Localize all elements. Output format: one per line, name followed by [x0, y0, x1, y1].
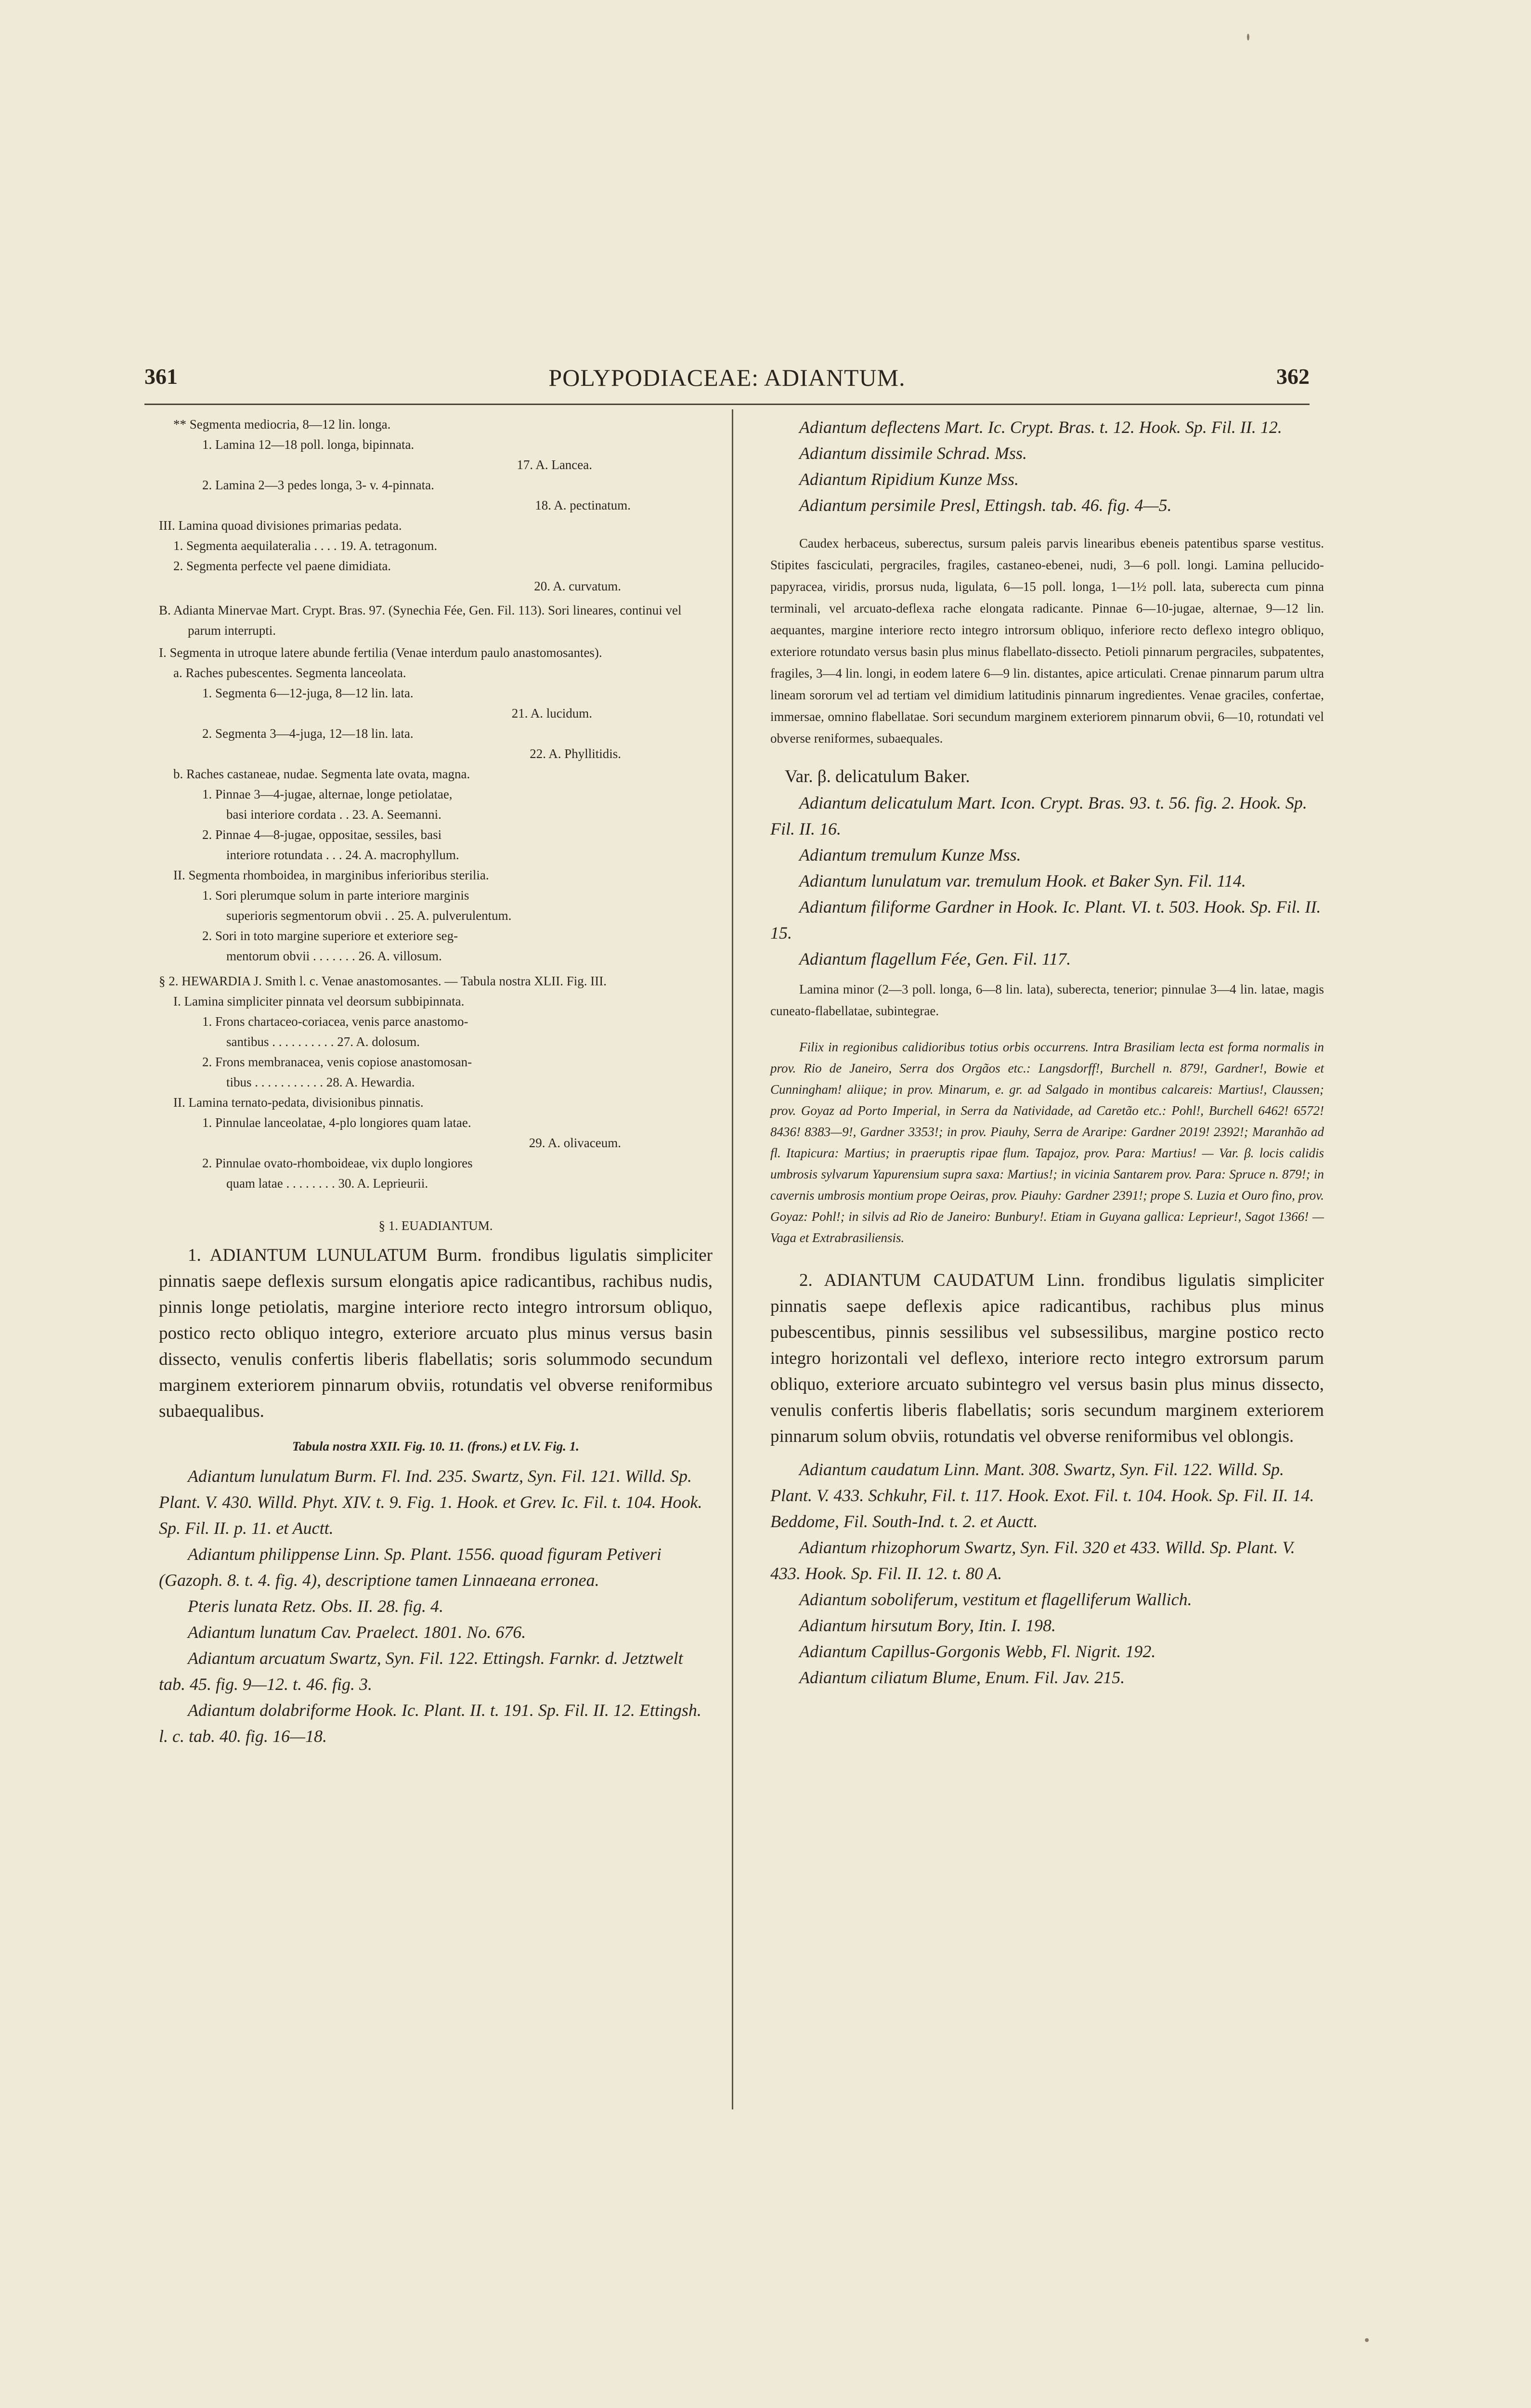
key-line: 1. Sori plerumque solum in parte interiore marginis [202, 888, 469, 903]
key-line: b. Raches castaneae, nudae. Segmenta late ovata, magna. [173, 767, 470, 781]
key-line: 1. Pinnulae lanceolatae, 4-plo longiores quam latae. [202, 1115, 471, 1130]
key-line: santibus . . . . . . . . . . 27. A. dolosum. [226, 1034, 420, 1049]
key-line: mentorum obvii . . . . . . . 26. A. villosum. [226, 949, 442, 963]
key-line: 1. Pinnae 3—4-jugae, alternae, longe petiolatae, [202, 787, 453, 801]
key-line: 1. Frons chartaceo-coriacea, venis parce anastomo- [202, 1014, 468, 1029]
paper-speck [1247, 34, 1249, 40]
key-taxon: 22. A. Phyllitidis. [530, 746, 621, 761]
page-number-right: 362 [1276, 364, 1310, 389]
synonym: Adiantum deflectens Mart. Ic. Crypt. Bras. t. 12. Hook. Sp. Fil. II. 12. [799, 418, 1282, 437]
key-taxon: 21. A. lucidum. [511, 706, 592, 720]
synonym: Adiantum ciliatum Blume, Enum. Fil. Jav. 215. [799, 1668, 1125, 1687]
synonym: Adiantum filiforme Gardner in Hook. Ic. Plant. VI. t. 503. Hook. Sp. Fil. II. 15. [770, 897, 1321, 942]
variety-title: Var. β. delicatulum Baker. [785, 767, 970, 786]
key-line: 2. Pinnae 4—8-jugae, oppositae, sessiles, basi [202, 827, 442, 842]
page-number-left: 361 [144, 364, 178, 389]
key-taxon: 18. A. pectinatum. [535, 498, 631, 512]
key-line: II. Lamina ternato-pedata, divisionibus pinnatis. [173, 1095, 424, 1110]
synonym: Adiantum flagellum Fée, Gen. Fil. 117. [799, 949, 1071, 968]
species-description: 1. ADIANTUM LUNULATUM Burm. frondibus ligulatis simpliciter pinnatis saepe deflexis sursum elongatis apice radicantibus, rachibus nudis, pinnis longe petiolatis, margine interiore recto integro introrsum obliquo, postico recto obliquo integro, exteriore arcuato plus minus versus basin dissecto, venulis confertis liberis flabellatis; soris solummodo secundum marginem exteriorem pinnarum obviis, rotundatis vel obverse reniformibus subaequalibus. [159, 1245, 713, 1421]
synonym: Adiantum dissimile Schrad. Mss. [799, 444, 1027, 463]
key-group: B. Adianta Minervae Mart. Crypt. Bras. 97. (Synechia Fée, Gen. Fil. 113). Sori lineares, continui vel parum interrupti. [159, 603, 682, 638]
key-line: superioris segmentorum obvii . . 25. A. pulverulentum. [226, 908, 512, 923]
key-line: 2. Segmenta 3—4-juga, 12—18 lin. lata. [202, 726, 414, 741]
key-taxon: 20. A. curvatum. [534, 579, 621, 593]
running-header [144, 364, 1310, 397]
synonym: Adiantum soboliferum, vestitum et flagelliferum Wallich. [799, 1590, 1192, 1609]
synonym: Adiantum lunatum Cav. Praelect. 1801. No. 676. [188, 1623, 526, 1642]
synonym: Adiantum dolabriforme Hook. Ic. Plant. II. t. 191. Sp. Fil. II. 12. Ettingsh. l. c. tab. 40. fig. 16—18. [159, 1701, 701, 1746]
key-line: ** Segmenta mediocria, 8—12 lin. longa. [173, 417, 391, 432]
plate-reference: Tabula nostra XXII. Fig. 10. 11. (frons.) et LV. Fig. 1. [292, 1439, 580, 1453]
key-line: III. Lamina quoad divisiones primarias pedata. [159, 518, 402, 533]
morphological-description: Caudex herbaceus, suberectus, sursum paleis parvis linearibus ebeneis patentibus sparse vestitus. Stipites fasciculati, pergraciles, fragiles, castaneo-ebenei, nudi, 3—6 poll. longi. Lamina pellucido-papyracea, viridis, prorsus nuda, ligulata, 6—15 poll. longa, 1—1½ poll. lata, suberecta cum pinna terminali, vel arcuato-deflexa rache elongata radicante. Pinnae 6—10-jugae, alternae, 9—12 lin. aequantes, margine interiore recto integro introrsum obliquo, inferiore recto deflexo integro obliquo, exteriore rotundato versus basin plus minus flabellato-dissecto. Petioli pinnarum pergraciles, subpatentes, fragiles, 3—4 lin. longi, in eodem latere 6—9 lin. distantes, apice articulati. Crenae pinnarum parum ultra lineam sororum vel ad tertiam vel dimidium latitudinis pinnarum ingredientes. Venae graciles, confertae, immersae, omnino flabellatae. Sori secundum marginem exteriorem pinnarum obvii, 6—10, rotundati vel obverse reniformes, subaequales. [770, 536, 1324, 746]
synonym: Adiantum Capillus-Gorgonis Webb, Fl. Nigrit. 192. [799, 1642, 1156, 1661]
column-divider [732, 409, 733, 2109]
running-title: POLYPODIACEAE: ADIANTUM. [548, 364, 906, 391]
variety-description: Lamina minor (2—3 poll. longa, 6—8 lin. lata), suberecta, tenerior; pinnulae 3—4 lin. latae, magis cuneato-flabellatae, subintegrae. [770, 982, 1324, 1018]
key-line: 2. Pinnulae ovato-rhomboideae, vix duplo longiores [202, 1156, 473, 1170]
synonym: Adiantum Ripidium Kunze Mss. [799, 470, 1019, 489]
key-line: a. Raches pubescentes. Segmenta lanceolata. [173, 666, 406, 680]
key-taxon: 29. A. olivaceum. [529, 1136, 621, 1150]
synonym: Adiantum delicatulum Mart. Icon. Crypt. Bras. 93. t. 56. fig. 2. Hook. Sp. Fil. II. 16. [770, 793, 1307, 838]
key-line: 1. Segmenta 6—12-juga, 8—12 lin. lata. [202, 686, 414, 700]
key-line: 2. Lamina 2—3 pedes longa, 3- v. 4-pinnata. [202, 478, 434, 492]
synonym: Adiantum caudatum Linn. Mant. 308. Swartz, Syn. Fil. 122. Willd. Sp. Plant. V. 433. Schkuhr, Fil. t. 117. Hook. Exot. Fil. t. 104. Hook. Sp. Fil. II. 14. Beddome, Fil. South-Ind. t. 2. et Auctt. [770, 1460, 1314, 1531]
species-description: 2. ADIANTUM CAUDATUM Linn. frondibus ligulatis simpliciter pinnatis saepe deflexis apice radicantibus, rachibus plus minus pubescentibus, pinnis sessilibus vel subsessilibus, margine postico recto integro horizontali vel deflexo, interiore recto integro extrorsum parum obliquo, exteriore arcuato subintegro vel versus basin plus minus dissecto, venulis confertis liberis flabellatis; soris secundum marginem exteriorem pinnarum solum obviis, rotundatis vel obverse reniformibus vel oblongis. [770, 1270, 1324, 1446]
right-column [770, 414, 1324, 1690]
key-group: § 2. HEWARDIA J. Smith l. c. Venae anastomosantes. — Tabula nostra XLII. Fig. III. [159, 974, 607, 988]
synonym: Pteris lunata Retz. Obs. II. 28. fig. 4. [188, 1597, 443, 1616]
synonym: Adiantum lunulatum Burm. Fl. Ind. 235. Swartz, Syn. Fil. 121. Willd. Sp. Plant. V. 430. Willd. Phyt. XIV. t. 9. Fig. 1. Hook. et Grev. Ic. Fil. t. 104. Hook. Sp. Fil. II. p. 11. et Auctt. [159, 1466, 702, 1538]
synonym: Adiantum hirsutum Bory, Itin. I. 198. [799, 1616, 1056, 1635]
paper-speck [1365, 2338, 1369, 2342]
synonym: Adiantum tremulum Kunze Mss. [799, 845, 1021, 864]
key-line: 1. Lamina 12—18 poll. longa, bipinnata. [202, 437, 415, 452]
synonym: Adiantum philippense Linn. Sp. Plant. 1556. quoad figuram Petiveri (Gazoph. 8. t. 4. fig. 4), descriptione tamen Linnaeana erronea. [159, 1544, 662, 1590]
key-line: tibus . . . . . . . . . . . 28. A. Hewardia. [226, 1075, 415, 1089]
synonym: Adiantum lunulatum var. tremulum Hook. et Baker Syn. Fil. 114. [799, 871, 1246, 890]
left-column [159, 414, 713, 1749]
synonym: Adiantum rhizophorum Swartz, Syn. Fil. 320 et 433. Willd. Sp. Plant. V. 433. Hook. Sp. Fil. II. 12. t. 80 A. [770, 1538, 1295, 1583]
key-line: I. Segmenta in utroque latere abunde fertilia (Venae interdum paulo anastomosantes). [159, 645, 602, 660]
synonym: Adiantum arcuatum Swartz, Syn. Fil. 122. Ettingsh. Farnkr. d. Jetztwelt tab. 45. fig. 9—12. t. 46. fig. 3. [159, 1649, 683, 1694]
synonym: Adiantum persimile Presl, Ettingsh. tab. 46. fig. 4—5. [799, 496, 1172, 515]
section-heading: § 1. EUADIANTUM. [378, 1218, 493, 1233]
key-line: 2. Sori in toto margine superiore et exteriore seg- [202, 929, 458, 943]
key-line: II. Segmenta rhomboidea, in marginibus inferioribus sterilia. [173, 868, 489, 882]
key-taxon: 17. A. Lancea. [517, 458, 592, 472]
key-line: 2. Segmenta perfecte vel paene dimidiata. [173, 559, 391, 573]
key-line: 1. Segmenta aequilateralia . . . . 19. A. tetragonum. [173, 538, 438, 553]
key-line: interiore rotundata . . . 24. A. macrophyllum. [226, 848, 459, 862]
header-rule [144, 404, 1310, 405]
key-line: basi interiore cordata . . 23. A. Seemanni. [226, 807, 441, 822]
key-line: 2. Frons membranacea, venis copiose anastomosan- [202, 1055, 472, 1069]
locality-paragraph: Filix in regionibus calidioribus totius orbis occurrens. Intra Brasiliam lecta est forma normalis in prov. Rio de Janeiro, Serra dos Orgãos etc.: Langsdorff!, Burchell n. 879!, Gardner!, Bowie et Cunningham! aliique; in prov. Minarum, e. gr. ad Salgado in montibus calcareis: Martius!, Claussen; prov. Goyaz ad Porto Imperial, in Serra da Natividade, ad Caretão etc.: Pohl!, Burchell 6462! 6572! 8436! 8383—9!, Gardner 3353!; in prov. Piauhy, Serra de Araripe: Gardner 2019! 2392!; Maranhão ad fl. Itapicura: Martius; in praeruptis ripae flum. Tapajoz, prov. Para: Martius! — Var. β. locis calidis umbrosis sylvarum Yapurensium supra saxa: Martius!; in vicinia Santarem prov. Para: Spruce n. 879!; in cavernis umbrosis montium prope Oeiras, prov. Piauhy: Gardner 2391!; prope S. Luzia et Ouro fino, prov. Goyaz: Pohl!; in silvis ad Rio de Janeiro: Bunbury!. Etiam in Guyana gallica: Leprieur!, Sagot 1366! — Vaga et Extrabrasiliensis. [770, 1040, 1324, 1245]
key-line: I. Lamina simpliciter pinnata vel deorsum subbipinnata. [173, 994, 465, 1008]
key-line: quam latae . . . . . . . . 30. A. Leprieurii. [226, 1176, 428, 1191]
